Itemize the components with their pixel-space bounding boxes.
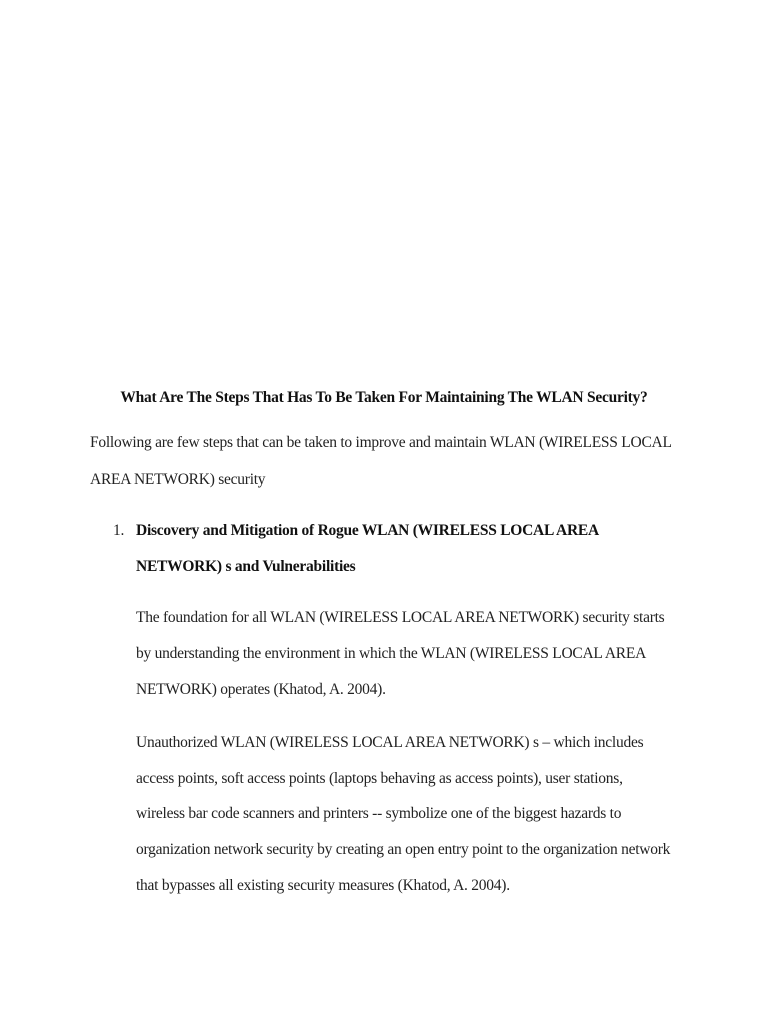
paragraph-line: organization network security by creating an open entry point to the organization network — [136, 841, 671, 858]
paragraph-line: The foundation for all WLAN (WIRELESS LOCAL AREA NETWORK) security starts — [136, 609, 665, 626]
list-number: 1. — [113, 522, 125, 539]
paragraph-line: by understanding the environment in which the WLAN (WIRELESS LOCAL AREA — [136, 645, 647, 662]
paragraph-line: NETWORK) operates (Khatod, A. 2004). — [136, 681, 386, 698]
paragraph-line: wireless bar code scanners and printers -- symbolize one of the biggest hazards to — [136, 805, 622, 822]
paragraph-line: Unauthorized WLAN (WIRELESS LOCAL AREA NETWORK) s – which includes — [136, 734, 644, 751]
paragraph-line: that bypasses all existing security measures (Khatod, A. 2004). — [136, 877, 510, 894]
intro-line: AREA NETWORK) security — [90, 471, 266, 488]
intro-line: Following are few steps that can be taken to improve and maintain WLAN (WIRELESS LOCAL — [90, 434, 672, 451]
document-title: What Are The Steps That Has To Be Taken For Maintaining The WLAN Security? — [120, 389, 648, 406]
list-heading-line: NETWORK) s and Vulnerabilities — [136, 558, 356, 575]
paragraph-line: access points, soft access points (laptops behaving as access points), user stations, — [136, 770, 623, 787]
list-heading-line: Discovery and Mitigation of Rogue WLAN (WIRELESS LOCAL AREA — [136, 522, 599, 539]
